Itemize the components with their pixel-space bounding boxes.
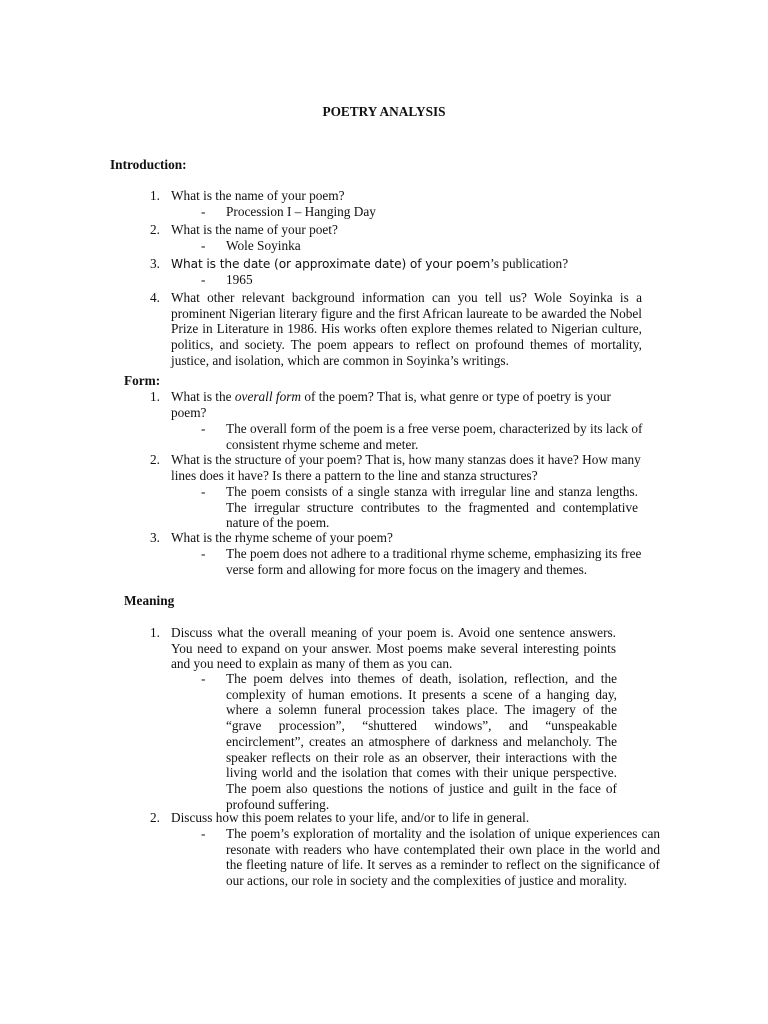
item-number: 2. xyxy=(150,222,160,237)
question-emphasis: overall form xyxy=(234,389,301,404)
item-number: 1. xyxy=(150,389,160,404)
bullet-dash: - xyxy=(201,421,206,436)
answer-text: The poem does not adhere to a traditional rhyme scheme, emphasizing its free verse form and allowing for more focus on the imagery and themes. xyxy=(226,546,642,577)
bullet-dash: - xyxy=(201,826,206,841)
question-text xyxy=(171,256,568,273)
section-heading-meaning: Meaning xyxy=(124,593,175,608)
bullet-dash: - xyxy=(201,238,206,253)
answer-text: 1965 xyxy=(226,272,253,287)
bullet-dash: - xyxy=(201,272,206,287)
document-title: POETRY ANALYSIS xyxy=(322,104,446,119)
bullet-dash: - xyxy=(201,671,206,686)
question-text: What is the name of your poem? xyxy=(171,188,345,203)
question-text: Discuss how this poem relates to your life, and/or to life in general. xyxy=(171,810,530,825)
section-heading-form: Form: xyxy=(124,373,161,388)
item-number: 3. xyxy=(150,530,160,545)
answer-text: The overall form of the poem is a free verse poem, characterized by its lack of consistent rhyme scheme and meter. xyxy=(226,421,643,452)
item-number: 3. xyxy=(150,256,160,271)
item-number: 1. xyxy=(150,625,160,640)
answer-text: Wole Soyinka xyxy=(226,238,301,253)
question-text xyxy=(171,389,641,420)
answer-text: Procession I – Hanging Day xyxy=(226,204,376,219)
bullet-dash: - xyxy=(201,204,206,219)
question-text-part: of the poem? That is, what genre or type of poetry is your poem? xyxy=(171,389,611,420)
item-number: 2. xyxy=(150,810,160,825)
question-text: What is the name of your poet? xyxy=(171,222,338,237)
answer-text: The poem consists of a single stanza with irregular line and stanza lengths. The irregular structure contributes to the fragmented and contemplative nature of the poem. xyxy=(226,484,638,531)
question-text-part: ’s publication? xyxy=(490,256,569,271)
item-number: 1. xyxy=(150,188,160,203)
item-number: 4. xyxy=(150,290,160,305)
section-heading-introduction: Introduction: xyxy=(110,157,187,172)
bullet-dash: - xyxy=(201,546,206,561)
question-text: What is the structure of your poem? That is, how many stanzas does it have? How many lines does it have? Is there a pattern to the line and stanza structures? xyxy=(171,452,641,483)
question-text-part: What is the xyxy=(171,389,235,404)
answer-text: The poem’s exploration of mortality and the isolation of unique experiences can resonate with readers who have contemplated their own place in the world and the fleeting nature of life. It serves as a reminder to reflect on the significance of our actions, our role in society and the complexities of justice and morality. xyxy=(226,826,660,889)
item-number: 2. xyxy=(150,452,160,467)
question-text: What is the rhyme scheme of your poem? xyxy=(171,530,393,545)
question-text: What other relevant background information can you tell us? Wole Soyinka is a prominent Nigerian literary figure and the first African laureate to be awarded the Nobel Prize in Literature in 1986. His works often explore themes related to Nigerian culture, politics, and society. The poem appears to reflect on profound themes of mortality, justice, and isolation, which are common in Soyinka’s writings. xyxy=(171,290,642,368)
answer-text: The poem delves into themes of death, isolation, reflection, and the complexity of human emotions. It presents a scene of a hanging day, where a solemn funeral procession takes place. The imagery of the “grave procession”, “shuttered windows”, and “unspeakable encirclement”, creates an atmosphere of darkness and melancholy. The speaker reflects on their role as an observer, their interactions with the living world and the isolation that comes with their unique perspective. The poem also questions the notions of justice and guilt in the face of profound suffering. xyxy=(226,671,617,812)
question-text: Discuss what the overall meaning of your poem is. Avoid one sentence answers. You need to expand on your answer. Most poems make several interesting points and you need to explain as many of them as you can. xyxy=(171,625,616,672)
question-text-part: What is the date (or approximate date) of your poem xyxy=(171,257,491,271)
bullet-dash: - xyxy=(201,484,206,499)
